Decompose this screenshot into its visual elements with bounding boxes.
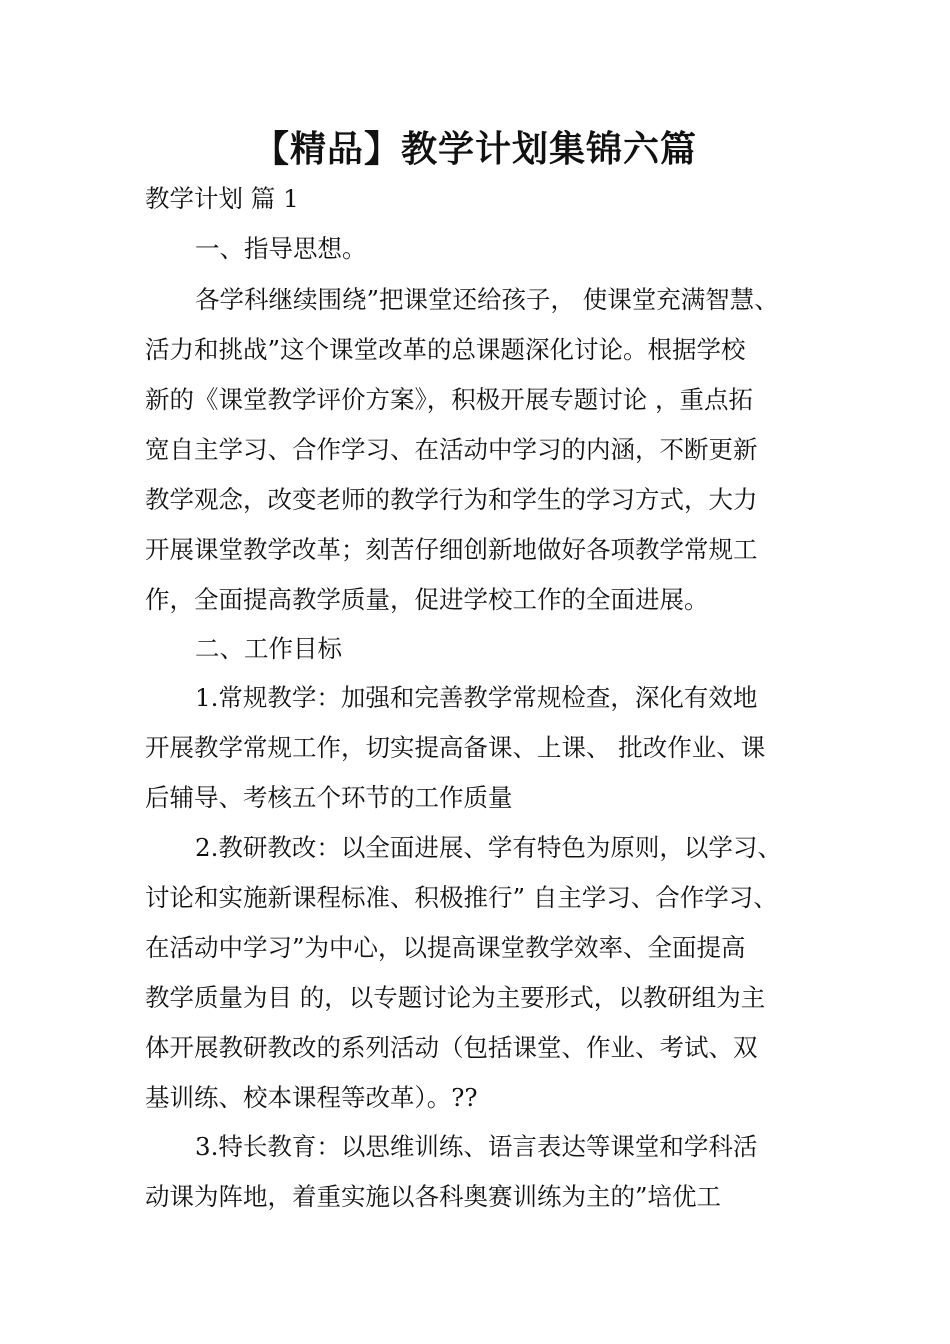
- section-heading-plan-1: 教学计划 篇 1: [145, 184, 299, 213]
- heading-work-goals: 二、工作目标: [195, 634, 342, 663]
- paragraph-line: 开展教学常规工作，切实提高备课、上课、 批改作业、课: [145, 733, 766, 762]
- paragraph-line: 2.教研教改：以全面进展、学有特色为原则，以学习、: [195, 833, 782, 862]
- document-title: 【精品】教学计划集锦六篇: [252, 129, 697, 170]
- paragraph-line: 讨论和实施新课程标准、积极推行” 自主学习、合作学习、: [145, 883, 778, 912]
- paragraph-line: 基训练、校本课程等改革）。??: [145, 1083, 478, 1112]
- paragraph-line: 开展课堂教学改革；刻苦仔细创新地做好各项教学常规工: [145, 535, 758, 564]
- paragraph-line: 新的《课堂教学评价方案》，积极开展专题讨论 ，重点拓: [145, 385, 754, 414]
- heading-guiding-ideology: 一、指导思想。: [195, 234, 367, 263]
- paragraph-line: 作，全面提高教学质量，促进学校工作的全面进展。: [145, 585, 709, 614]
- paragraph-line: 体开展教研教改的系列活动（包括课堂、作业、考试、双: [145, 1033, 758, 1062]
- paragraph-line: 1.常规教学：加强和完善教学常规检查，深化有效地: [195, 683, 758, 712]
- paragraph-line: 教学观念，改变老师的教学行为和学生的学习方式，大力: [145, 485, 758, 514]
- paragraph-line: 宽自主学习、合作学习、在活动中学习的内涵，不断更新: [145, 435, 758, 464]
- paragraph-line: 后辅导、考核五个环节的工作质量: [145, 783, 513, 812]
- paragraph-line: 教学质量为目 的，以专题讨论为主要形式，以教研组为主: [145, 983, 766, 1012]
- paragraph-line: 活力和挑战”这个课堂改革的总课题深化讨论。根据学校: [145, 335, 746, 364]
- paragraph-line: 各学科继续围绕”把课堂还给孩子， 使课堂充满智慧、: [195, 285, 779, 314]
- paragraph-line: 在活动中学习”为中心，以提高课堂教学效率、全面提高: [145, 933, 746, 962]
- paragraph-line: 动课为阵地，着重实施以各科奥赛训练为主的”培优工: [145, 1182, 722, 1211]
- paragraph-line: 3.特长教育：以思维训练、语言表达等课堂和学科活: [195, 1132, 758, 1161]
